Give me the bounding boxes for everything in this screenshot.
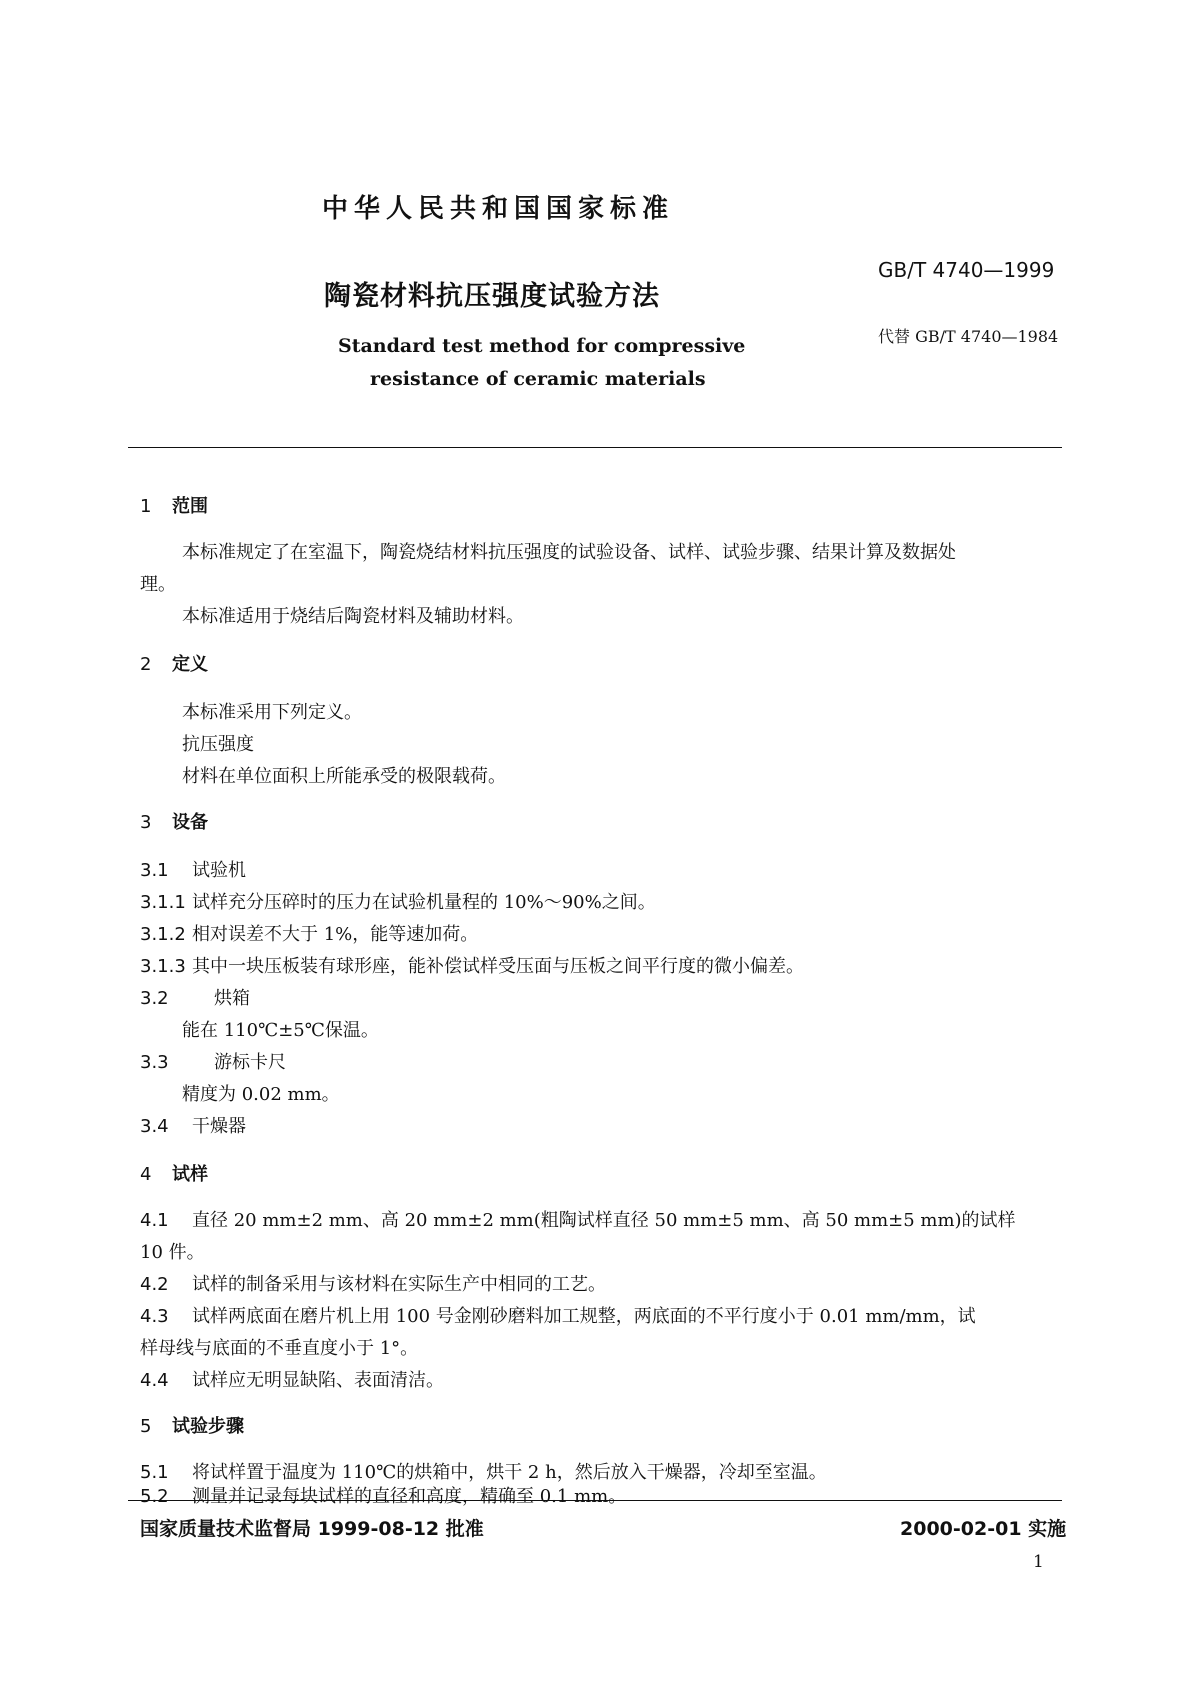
section-1-paragraph-2: 本标准适用于烧结后陶瓷材料及辅助材料。 (182, 606, 524, 627)
section-2-paragraph-1: 本标准采用下列定义。 (182, 702, 362, 723)
standard-number: GB/T 4740—1999 (878, 258, 1055, 282)
clause-4-4: 4.4 试样应无明显缺陷、表面清洁。 (140, 1370, 444, 1391)
section-4-heading: 4 试样 (140, 1164, 208, 1185)
clause-4-3: 4.3 试样两底面在磨片机上用 100 号金刚砂磨料加工规整，两底面的不平行度小于 0.01 mm/mm，试 (140, 1306, 976, 1327)
section-3-heading: 3 设备 (140, 812, 208, 833)
section-5-heading: 5 试验步骤 (140, 1416, 244, 1437)
clause-3-2-body: 能在 110℃±5℃保温。 (182, 1020, 379, 1041)
clause-3-3: 3.3 游标卡尺 (140, 1052, 286, 1073)
clause-3-1: 3.1 试验机 (140, 860, 246, 881)
clause-4-3-continued: 样母线与底面的不垂直度小于 1°。 (140, 1338, 419, 1359)
approval-note: 国家质量技术监督局 1999-08-12 批准 (140, 1518, 484, 1540)
clause-3-1-1: 3.1.1 试样充分压碎时的压力在试验机量程的 10%～90%之间。 (140, 892, 656, 913)
definition-text: 材料在单位面积上所能承受的极限载荷。 (182, 766, 506, 787)
replaces-standard: 代替 GB/T 4740—1984 (878, 327, 1059, 346)
clause-4-1: 4.1 直径 20 mm±2 mm、高 20 mm±2 mm(粗陶试样直径 50 mm±5 mm、高 50 mm±5 mm)的试样 (140, 1210, 1016, 1231)
document-title-cn: 陶瓷材料抗压强度试验方法 (324, 281, 660, 312)
header-divider (128, 447, 1062, 448)
clause-3-4: 3.4 干燥器 (140, 1116, 246, 1137)
clause-4-2: 4.2 试样的制备采用与该材料在实际生产中相同的工艺。 (140, 1274, 606, 1295)
section-1-paragraph-1a: 本标准规定了在室温下，陶瓷烧结材料抗压强度的试验设备、试样、试验步骤、结果计算及数据处 (182, 542, 956, 563)
clause-5-1: 5.1 将试样置于温度为 110℃的烘箱中，烘干 2 h，然后放入干燥器，冷却至室温。 (140, 1462, 827, 1483)
definition-term: 抗压强度 (182, 734, 254, 755)
effective-date: 2000-02-01 实施 (900, 1518, 1067, 1540)
clause-3-1-3: 3.1.3 其中一块压板装有球形座，能补偿试样受压面与压板之间平行度的微小偏差。 (140, 956, 804, 977)
national-standard-heading: 中华人民共和国国家标准 (322, 194, 675, 224)
clause-4-1-continued: 10 件。 (140, 1242, 205, 1263)
clause-5-2: 5.2 测量并记录每块试样的直径和高度，精确至 0.1 mm。 (140, 1486, 627, 1507)
footer-divider (128, 1500, 1062, 1501)
clause-3-2: 3.2 烘箱 (140, 988, 250, 1009)
document-title-en-line1: Standard test method for compressive (338, 335, 746, 357)
clause-3-3-body: 精度为 0.02 mm。 (182, 1084, 340, 1105)
clause-3-1-2: 3.1.2 相对误差不大于 1%，能等速加荷。 (140, 924, 479, 945)
section-1-heading: 1 范围 (140, 496, 208, 517)
section-1-paragraph-1b: 理。 (140, 574, 176, 595)
document-title-en-line2: resistance of ceramic materials (370, 368, 706, 390)
section-2-heading: 2 定义 (140, 654, 208, 675)
page-number: 1 (1033, 1552, 1044, 1572)
